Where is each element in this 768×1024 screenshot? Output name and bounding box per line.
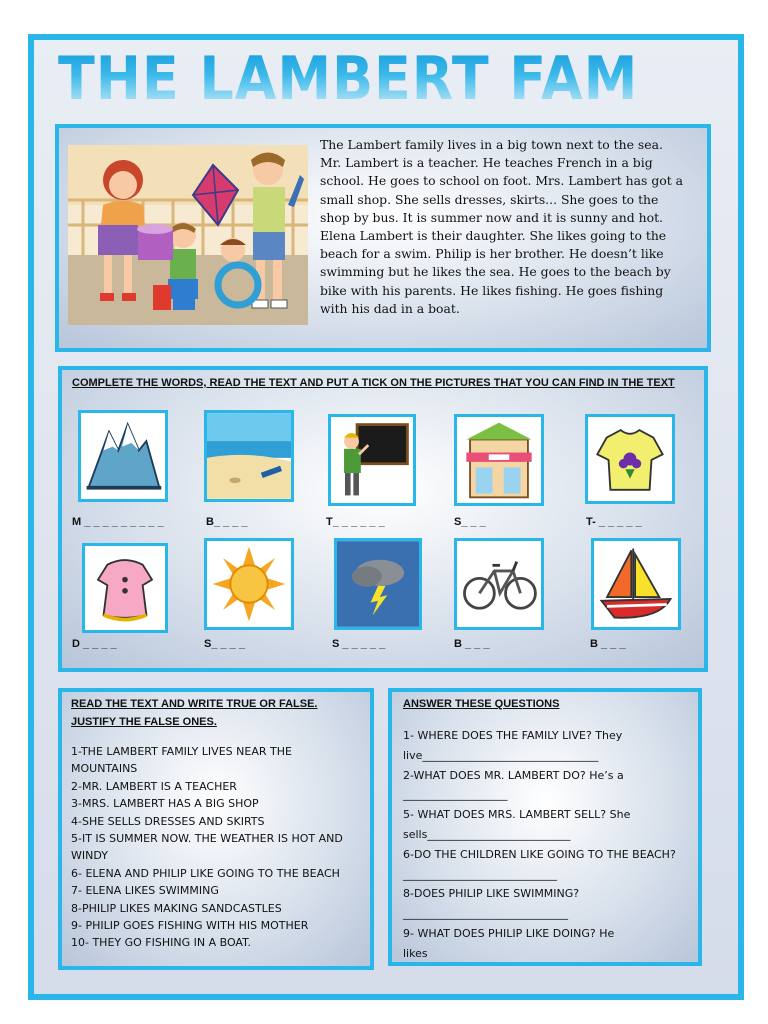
answer-line[interactable]: likes [403, 946, 428, 960]
word-blank[interactable]: D _ _ _ _ [72, 638, 117, 650]
story-line: bike with his parents. He likes fishing. He goes fishing [320, 282, 664, 298]
list-item: 8-PHILIP LIKES MAKING SANDCASTLES [71, 901, 282, 915]
answer-line[interactable]: sells__________________________ [403, 827, 571, 841]
story-line: The Lambert family lives in a big town next to the sea. [320, 137, 663, 152]
word-blank[interactable]: S_ _ _ _ [204, 638, 245, 650]
questions-title: ANSWER THESE QUESTIONS [403, 698, 560, 710]
list-item: 1-THE LAMBERT FAMILY LIVES NEAR THE [71, 745, 292, 758]
story-text [320, 136, 692, 318]
list-item: WINDY [71, 849, 108, 863]
question-line: 9- WHAT DOES PHILIP LIKE DOING? He [403, 926, 615, 940]
family-picture [68, 145, 308, 325]
sun-picture[interactable] [204, 538, 294, 630]
beach-picture[interactable] [204, 410, 294, 502]
list-item: 4-SHE SELLS DRESSES AND SKIRTS [71, 814, 265, 828]
bicycle-picture[interactable] [454, 538, 544, 630]
dress-picture[interactable] [82, 543, 168, 633]
story-line: school. He goes to school on foot. Mrs. Lambert has got a [320, 173, 684, 189]
list-item: 5-IT IS SUMMER NOW. THE WEATHER IS HOT AND [71, 832, 343, 846]
word-blank[interactable]: B _ _ _ [590, 638, 626, 650]
true-false-title-line: JUSTIFY THE FALSE ONES. [71, 716, 217, 728]
word-blank[interactable]: T_ _ _ _ _ _ [326, 516, 385, 528]
questions-list [403, 726, 695, 964]
list-item: MOUNTAINS [71, 762, 138, 776]
list-item: 6- ELENA AND PHILIP LIKE GOING TO THE BEACH [71, 866, 340, 880]
t-shirt-picture[interactable] [585, 414, 675, 504]
answer-line[interactable]: live________________________________ [403, 748, 599, 762]
word-blank[interactable]: S _ _ _ _ _ [332, 638, 386, 650]
story-line: Elena Lambert is their daughter. She likes going to the [320, 228, 667, 244]
story-line: shop by bus. It is summer now and it is sunny and hot. [320, 209, 663, 225]
story-line: Mr. Lambert is a teacher. He teaches French in a big [320, 155, 653, 171]
answer-line[interactable]: ____________________________ [403, 867, 557, 881]
list-item: 9- PHILIP GOES FISHING WITH HIS MOTHER [71, 919, 309, 933]
answer-line[interactable]: ___________________ [403, 788, 508, 802]
answer-line[interactable]: ______________________________ [403, 907, 568, 921]
list-item: 7- ELENA LIKES SWIMMING [71, 884, 219, 898]
word-blank[interactable]: B_ _ _ _ [206, 516, 248, 528]
question-line: 8-DOES PHILIP LIKE SWIMMING? [403, 887, 580, 901]
shop-picture[interactable] [454, 414, 544, 506]
boat-picture[interactable] [591, 538, 681, 630]
list-item: 3-MRS. LAMBERT HAS A BIG SHOP [71, 797, 259, 811]
storm-picture[interactable] [334, 538, 422, 630]
page-title: THE LAMBERT FAMILY [58, 40, 634, 118]
true-false-list [71, 743, 367, 952]
story-line: small shop. She sells dresses, skirts... She goes to the [320, 191, 659, 207]
question-line: 6-DO THE CHILDREN LIKE GOING TO THE BEACH? [403, 847, 676, 861]
story-line: swimming but he likes the sea. He goes to the beach by [320, 264, 671, 280]
words-instruction: COMPLETE THE WORDS, READ THE TEXT AND PUT A TICK ON THE PICTURES THAT YOU CAN FIND IN THE TEXT [72, 377, 675, 389]
teacher-picture[interactable] [328, 414, 416, 506]
question-line: 1- WHERE DOES THE FAMILY LIVE? They [403, 729, 623, 742]
true-false-title [71, 695, 318, 731]
word-blank[interactable]: T- _ _ _ _ _ [586, 516, 642, 528]
story-line: with his dad in a boat. [320, 300, 460, 316]
question-line: 5- WHAT DOES MRS. LAMBERT SELL? She [403, 808, 631, 822]
mountains-picture[interactable] [78, 410, 168, 502]
true-false-title-line: READ THE TEXT AND WRITE TRUE OR FALSE. [71, 698, 318, 710]
question-line: 2-WHAT DOES MR. LAMBERT DO? He’s a [403, 768, 624, 782]
list-item: 2-MR. LAMBERT IS A TEACHER [71, 779, 237, 793]
word-blank[interactable]: B _ _ _ [454, 638, 490, 650]
word-blank[interactable]: M _ _ _ _ _ _ _ _ _ [72, 516, 164, 528]
list-item: 10- THEY GO FISHING IN A BOAT. [71, 936, 252, 950]
word-blank[interactable]: S_ _ _ [454, 516, 486, 528]
story-line: beach for a swim. Philip is her brother. He doesn’t like [320, 246, 664, 262]
